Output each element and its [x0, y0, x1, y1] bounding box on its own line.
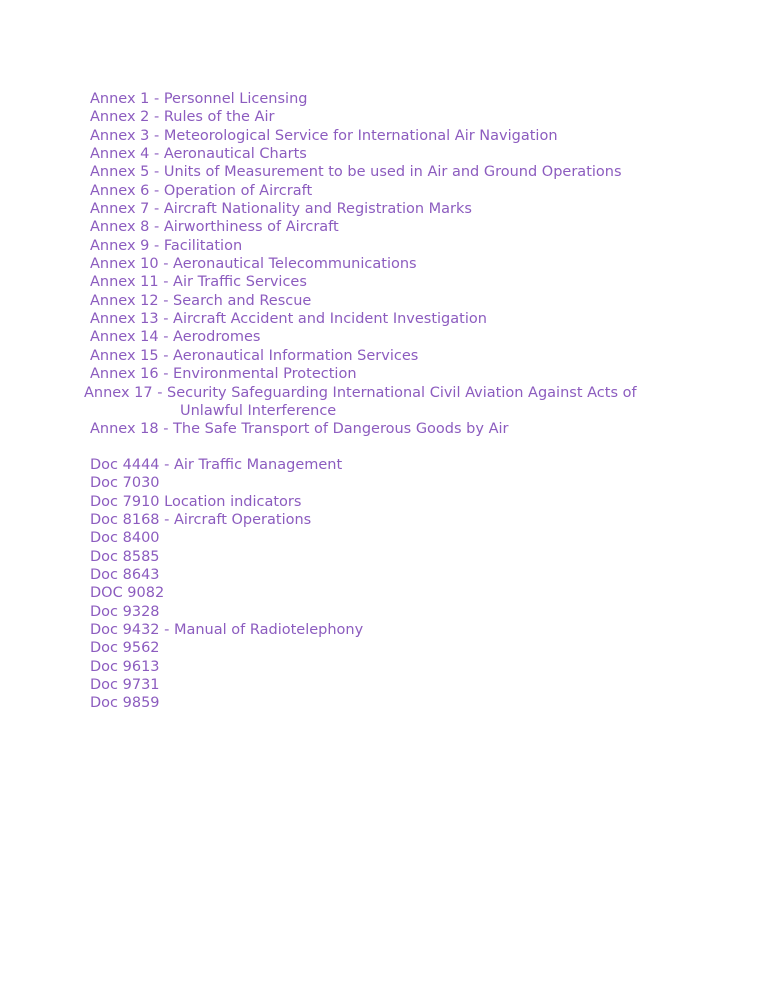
annex-item: Annex 18 - The Safe Transport of Dangerous Goods by Air	[90, 421, 509, 438]
annex-item: Annex 15 - Aeronautical Information Services	[90, 347, 419, 364]
annex-item: Annex 12 - Search and Rescue	[90, 292, 312, 309]
annex-item: Annex 7 - Aircraft Nationality and Registration Marks	[90, 201, 472, 218]
doc-item: DOC 9082	[90, 585, 165, 602]
annex-item-continuation: Unlawful Interference	[180, 402, 337, 419]
annex-item: Annex 9 - Facilitation	[90, 237, 243, 254]
doc-item: Doc 9859	[90, 695, 160, 712]
annex-item: Annex 11 - Air Traffic Services	[90, 274, 307, 291]
doc-item: Doc 7910 Location indicators	[90, 493, 302, 510]
annex-item: Annex 14 - Aerodromes	[90, 329, 261, 346]
annex-list	[0, 90, 637, 439]
doc-item: Doc 7030	[90, 475, 160, 492]
annex-item: Annex 2 - Rules of the Air	[90, 109, 275, 126]
annex-item: Annex 10 - Aeronautical Telecommunications	[90, 256, 417, 273]
annex-item: Annex 5 - Units of Measurement to be used in Air and Ground Operations	[90, 164, 622, 181]
annex-item: Annex 4 - Aeronautical Charts	[90, 146, 307, 163]
annex-item: Annex 1 - Personnel Licensing	[90, 91, 308, 107]
doc-item: Doc 9328	[90, 603, 160, 620]
doc-item: Doc 4444 - Air Traffic Management	[90, 457, 343, 473]
doc-item: Doc 9562	[90, 640, 160, 657]
doc-item: Doc 9432 - Manual of Radiotelephony	[90, 622, 364, 639]
doc-item: Doc 8585	[90, 548, 160, 565]
annex-item: Annex 3 - Meteorological Service for International Air Navigation	[90, 127, 558, 144]
annex-item: Annex 8 - Airworthiness of Aircraft	[90, 219, 339, 236]
annex-item: Annex 17 - Security Safeguarding International Civil Aviation Against Acts of	[84, 384, 637, 401]
doc-item: Doc 9613	[90, 658, 160, 675]
doc-item: Doc 8400	[90, 530, 160, 547]
doc-list	[0, 456, 363, 713]
annex-item: Annex 13 - Aircraft Accident and Incident Investigation	[90, 311, 487, 328]
doc-item: Doc 8643	[90, 567, 160, 584]
annex-item: Annex 16 - Environmental Protection	[90, 366, 357, 383]
doc-item: Doc 9731	[90, 677, 160, 694]
annex-item: Annex 6 - Operation of Aircraft	[90, 182, 313, 199]
doc-item: Doc 8168 - Aircraft Operations	[90, 512, 312, 529]
